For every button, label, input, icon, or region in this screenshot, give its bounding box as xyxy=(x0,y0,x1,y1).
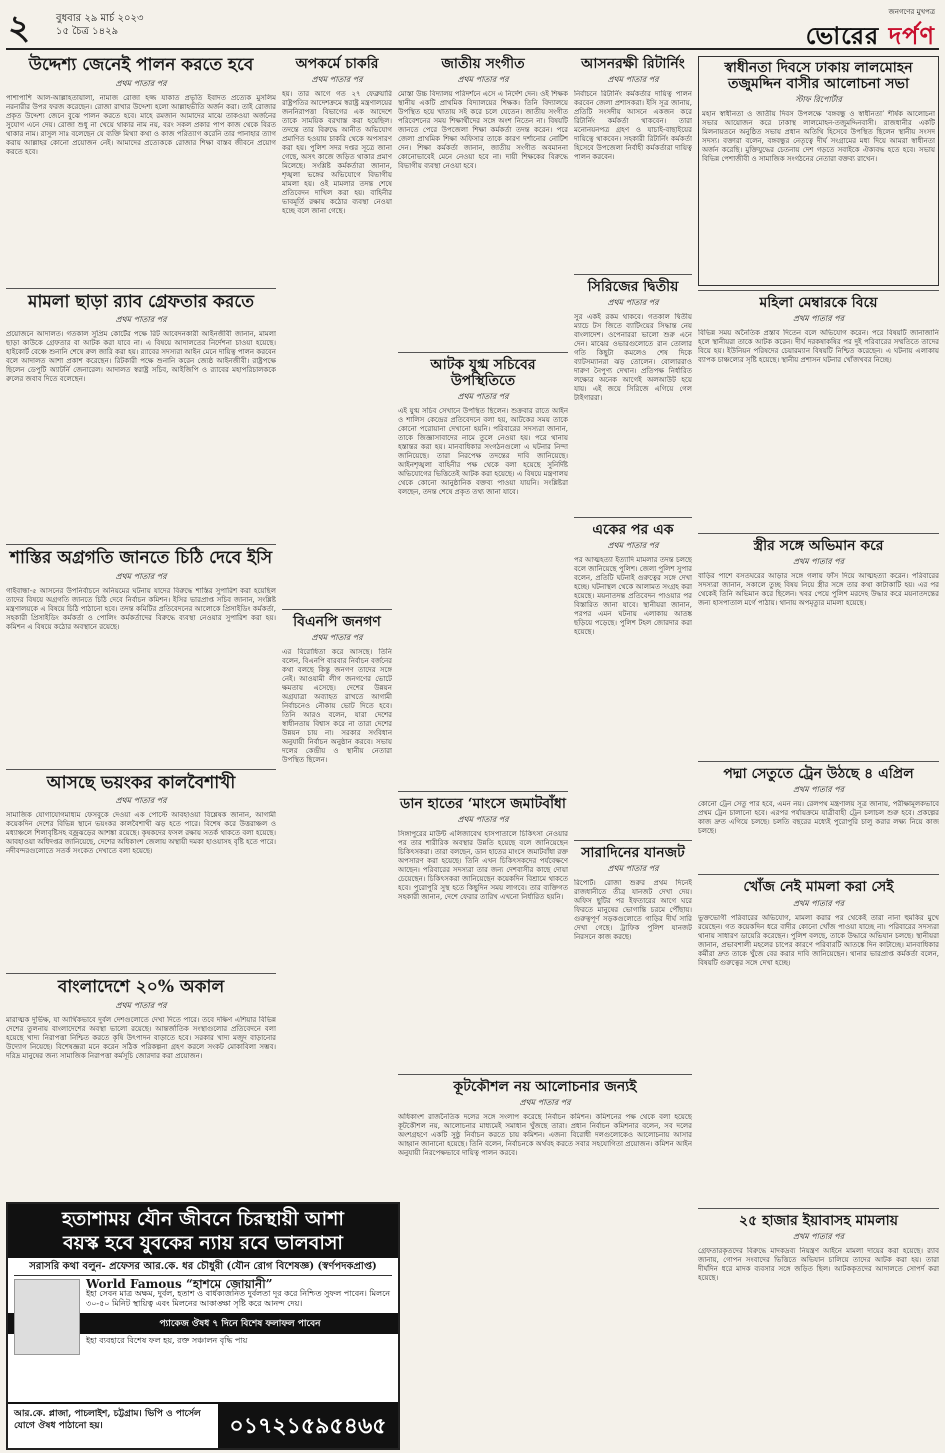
article-continuation: প্রথম পাতার পর xyxy=(793,314,844,324)
divider xyxy=(398,352,568,353)
divider xyxy=(6,544,276,545)
divider xyxy=(282,609,392,610)
article-headline: ডান হাতের ‘মাংসে জমাটবাঁধা xyxy=(400,796,566,813)
article-storm xyxy=(6,774,276,970)
article-body: পর আত্মহত্যা ইত্যাদি মামলার তদন্ত চলছে বলে জানিয়েছে পুলিশ। জেলা পুলিশ সুপার বলেন, প্রতিটি ঘটনাই গুরুত্বের সঙ্গে দেখা হচ্ছে। ঘটনাস্থল থেকে আলামত সংগ্রহ করা হয়েছে। ময়নাতদন্ত প্রতিবেদন পাওয়ার পর বিস্তারিত জানা যাবে। স্থানীয়রা জানান, পরপর এমন ঘটনায় এলাকায় আতঙ্ক ছড়িয়ে পড়েছে। পুলিশ টহল জোরদার করা হয়েছে। xyxy=(574,556,692,637)
article-continuation: প্রথম পাতার পর xyxy=(115,1000,167,1010)
article-headline: আসছে ভয়ংকর কালবৈশাখী xyxy=(46,772,236,793)
article-headline: কূটকৌশল নয় আলোচনার জন্যই xyxy=(453,1079,637,1095)
divider xyxy=(6,769,276,770)
article-continuation: প্রথম পাতার পর xyxy=(793,898,844,908)
ad-banner: প্যাকেজ ঔষধ ৭ দিনে বিশেষ ফলাফল পাবেন xyxy=(8,1313,398,1334)
article-continuation: প্রথম পাতার পর xyxy=(115,78,167,88)
ad-content xyxy=(8,1258,398,1313)
article-headline: আসনরক্ষী রিটার্নিং xyxy=(581,56,685,72)
article-body: গাইবান্ধা-৫ আসনের উপনির্বাচনে অনিয়মের ঘটনায় যাদের বিরুদ্ধে শাস্তির সুপারিশ করা হয়েছিল তাদের বিষয়ে অগ্রগতি জানতে চিঠি দেবে নির্বাচন কমিশন। ইসির ভারপ্রাপ্ত সচিব জানান, সংশ্লিষ্ট মন্ত্রণালয়কে এ বিষয়ে চিঠি পাঠানো হবে। তদন্ত কমিটির প্রতিবেদনের আলোকে প্রিসাইডিং কর্মকর্তা, সহকারী প্রিসাইডিং কর্মকর্তা ও পোলিং কর্মকর্তাদের বিরুদ্ধে ব্যবস্থা নেওয়ার সুপারিশ করা হয়। কমিশন এ বিষয়ে কঠোর অবস্থানে রয়েছে। xyxy=(6,586,276,631)
article-headline: জাতীয় সংগীত xyxy=(441,56,525,72)
ad-footer xyxy=(8,1402,398,1448)
article-yaba xyxy=(698,1213,939,1317)
article-traffic xyxy=(574,845,692,964)
article-headline: অপকর্মে চাকরি xyxy=(295,56,379,72)
article-job-misconduct xyxy=(282,56,392,605)
article-body: সিঙ্গাপুরের মাউন্ট এলিজাবেথ হাসপাতালে চিকিৎসা নেওয়ার পর তার শারীরিক অবস্থার উন্নতি হয়েছে বলে জানিয়েছেন চিকিৎসকরা। তারা বলছেন, ডান হাতের মাংসে জমাটবাঁধা রক্ত অপসারণ করা হয়েছে। তিনি এখন চিকিৎসকদের পর্যবেক্ষণে আছেন। পরিবারের সদস্যরা তার জন্য দেশবাসীর কাছে দোয়া চেয়েছেন। চিকিৎসকরা জানিয়েছেন কয়েকদিন বিশ্রামে থাকতে হবে। পুরোপুরি সুস্থ হতে কিছুদিন সময় লাগবে। তার ব্যক্তিগত সহকারী জানান, দেশে ফেরার তারিখ এখনো নির্ধারিত হয়নি। xyxy=(398,830,568,902)
article-continuation: প্রথম পাতার পর xyxy=(607,541,659,551)
brand-name xyxy=(806,18,935,58)
masthead xyxy=(6,4,939,50)
article-body: হয়। তার আগে গত ২৭ ফেব্রুয়ারি রাষ্ট্রপতির আদেশক্রমে স্বরাষ্ট্র মন্ত্রণালয়ের জননিরাপত্তা বিভাগের এক আদেশে তাকে সাময়িক বরখাস্ত করা হয়েছিল। তদন্তে তার বিরুদ্ধে আনীত অভিযোগ প্রমাণিত হওয়ায় চাকরি থেকে অপসারণ করা হয়। পুলিশ সদর দপ্তর সূত্রে জানা গেছে, অসৎ কাজে জড়িত থাকার প্রমাণ মিলেছে। সংশ্লিষ্ট কর্মকর্তারা জানান, শৃঙ্খলা ভঙ্গের অভিযোগে বিভাগীয় মামলা হয়। ওই মামলার তদন্ত শেষে প্রতিবেদন দাখিল করা হয়। বাহিনীর ভাবমূর্তি রক্ষায় কঠোর ব্যবস্থা নেওয়া হচ্ছে বলে জানা গেছে। xyxy=(282,90,392,216)
divider xyxy=(698,761,939,762)
article-series xyxy=(574,279,692,513)
article-continuation: প্রথম পাতার পর xyxy=(457,392,509,402)
ad-note: ইহা ব্যবহারে বিশেষ ফল হয়, রক্ত সঞ্চালন বৃদ্ধি পায় xyxy=(86,1336,248,1345)
article-headline: ২৫ হাজার ইয়াবাসহ মামলায় xyxy=(739,1212,898,1229)
article-suicide xyxy=(698,538,939,757)
divider xyxy=(574,840,692,841)
article-body: মহান স্বাধীনতা ও জাতীয় দিবস উপলক্ষে ‘বঙ্গবন্ধু ও স্বাধীনতা’ শীর্ষক আলোচনা সভার আয়োজন করে ঢাকাস্থ লালমোহন-তজুমদ্দিনবাসী। রাজধানীর একটি মিলনায়তনে অনুষ্ঠিত সভায় প্রধান অতিথি হিসেবে উপস্থিত ছিলেন স্থানীয় সংসদ সদস্য। বক্তারা বলেন, বঙ্গবন্ধুর নেতৃত্বে দীর্ঘ সংগ্রামের মধ্য দিয়ে আমরা স্বাধীনতা অর্জন করেছি। মুক্তিযুদ্ধের চেতনায় দেশ গড়তে সবাইকে ঐক্যবদ্ধ হতে হবে। সভায় বিভিন্ন পেশাজীবী ও সামাজিক সংগঠনের নেতারা বক্তব্য রাখেন। xyxy=(702,110,935,164)
article-famine xyxy=(6,978,276,1166)
article-headline: মহিলা মেম্বারকে বিয়ে xyxy=(759,295,878,312)
article-headline: একের পর এক xyxy=(592,522,674,539)
article-body: গ্রেফতারকৃতদের বিরুদ্ধে মাদকদ্রব্য নিয়ন্ত্রণ আইনে মামলা দায়ের করা হয়েছে। র‍্যাব জানায়, গোপন সংবাদের ভিত্তিতে অভিযান চালিয়ে তাদের আটক করা হয়। তারা দীর্ঘদিন ধরে মাদক ব্যবসার সঙ্গে জড়িত ছিল। আটককৃতদের আদালতে সোপর্দ করা হয়েছে। xyxy=(698,1246,939,1282)
article-continuation: প্রথম পাতার পর xyxy=(793,557,844,567)
brand-name-part1: ভোরের xyxy=(805,21,889,50)
divider xyxy=(398,791,568,792)
article-ec-letter xyxy=(6,549,276,765)
article-headline: বাংলাদেশে ২০% অকাল xyxy=(57,977,225,998)
article-headline: মামলা ছাড়া র‍্যাব গ্রেফতার করতে xyxy=(28,291,254,312)
divider xyxy=(698,290,939,291)
article-headline: আটক যুগ্ম সচিবের উপস্থিতিতে xyxy=(430,357,536,390)
article-body: সুর একই রকম থাকবে। গতকাল দ্বিতীয় ম্যাচে টস জিতে ব্যাটিংয়ের সিদ্ধান্ত নেয় বাংলাদেশ। ওপেনাররা ভালো শুরু এনে দেন। মাঝের ওভারগুলোতে রান তোলার গতি কিছুটা কমলেও শেষ দিকে ব্যাটসম্যানরা ঝড় তোলেন। বোলাররাও দারুণ নৈপুণ্য দেখান। প্রতিপক্ষ নির্ধারিত লক্ষ্যের অনেক আগেই অলআউট হয়ে যায়। এই জয়ে সিরিজে এগিয়ে গেল টাইগাররা। xyxy=(574,313,692,403)
article-continuation: প্রথম পাতার পর xyxy=(519,1098,571,1108)
article-rab-arrest xyxy=(6,293,276,541)
article-continuation: প্রথম পাতার পর xyxy=(311,633,363,643)
article-byline: স্টাফ রিপোর্টার xyxy=(795,95,842,105)
article-body: পাশাপাশি আল-আল্লাহতায়ালা, নামাজ রোজা হজ্জ যাকাত প্রভৃতি ইবাদত প্রত্যেক মুসলিম নরনারীর উপর ফরজ করেছেন। রোজা রাখার উদ্দেশ্য হলো আল্লাহভীতি অর্জন করা। তাই রোজার প্রকৃত উদ্দেশ্য জেনে বুঝে পালন করতে হবে। মাহে রমজান আমাদের মাঝে তাকওয়া অর্জনের সুযোগ এনে দেয়। রোজা শুধু না খেয়ে থাকার নাম নয়, বরং সকল প্রকার পাপ কাজ থেকে বিরত থাকার নাম। রাসুল সাঃ বলেছেন যে ব্যক্তি মিথ্যা কথা ও কাজ পরিত্যাগ করেনি তার পানাহার ত্যাগ করায় আল্লাহর কোনো প্রয়োজন নেই। আমাদের প্রত্যেককে রোজার শিক্ষা বাস্তব জীবনে প্রয়োগ করতে হবে। xyxy=(6,93,276,156)
divider xyxy=(6,973,276,974)
article-anthem xyxy=(398,56,568,348)
article-continuation: প্রথম পাতার পর xyxy=(793,1231,844,1241)
column-3 xyxy=(398,56,568,1130)
article-continuation: প্রথম পাতার পর xyxy=(115,796,167,806)
article-body: রিপোর্ট। রোজা শুরুর প্রথম দিনেই রাজধানীতে তীব্র যানজট দেখা দেয়। অফিস ছুটির পর ইফতারের আগে ঘরে ফিরতে মানুষের ভোগান্তি চরমে পৌঁছায়। গুরুত্বপূর্ণ সড়কগুলোতে গাড়ির দীর্ঘ সারি দেখা গেছে। ট্রাফিক পুলিশ যানজট নিরসনে কাজ করছে। xyxy=(574,879,692,942)
article-bnp xyxy=(282,614,392,1213)
column-2 xyxy=(282,56,392,1213)
ad-headline-line2: বয়স্ক হবে যুবকের ন্যায় রবে ভালবাসা xyxy=(63,1232,343,1254)
divider xyxy=(6,288,276,289)
article-body: অধিকাংশ রাজনৈতিক দলের সঙ্গে সংলাপ করেছে নির্বাচন কমিশন। কমিশনের পক্ষ থেকে বলা হয়েছে কূটকৌশল নয়, আলোচনার মাধ্যমেই সমাধান খুঁজছে তারা। প্রধান নির্বাচন কমিশনার বলেন, সব দলের অংশগ্রহণে একটি সুষ্ঠু নির্বাচন করতে চায় কমিশন। এজন্য বিরোধী দলগুলোকেও আলোচনায় আসার আহ্বান জানানো হয়েছে। তিনি বলেন, নির্বাচনকে অর্থবহ করতে সবার সহযোগিতা প্রয়োজন। কমিশন আইন অনুযায়ী নিরপেক্ষভাবে দায়িত্ব পালন করবে। xyxy=(398,1113,692,1158)
article-continuation: প্রথম পাতার পর xyxy=(793,785,844,795)
divider xyxy=(398,1074,692,1075)
article-marriage xyxy=(698,295,939,529)
ad-phone: ০১৭২১৫৯৫৪৬৫ xyxy=(218,1404,398,1448)
article-continuation: প্রথম পাতার পর xyxy=(457,815,509,825)
ad-product-name: World Famous “হাশমে জোয়ানী” xyxy=(86,1277,273,1291)
article-headline: উদ্দেশ্য জেনেই পালন করতে হবে xyxy=(28,55,254,75)
article-one-after-another xyxy=(574,522,692,836)
article-body: বিভিন্ন সময় অনৈতিক প্রস্তাব দিতেন বলে অভিযোগ করেন। পরে বিষয়টি জানাজানি হলে স্থানীয়রা তাকে আটক করেন। দীর্ঘ দরকষাকষির পর দুই পরিবারের সম্মতিতে তাদের বিয়ে হয়। ইউনিয়ন পরিষদের চেয়ারম্যান বিষয়টি নিশ্চিত করেছেন। এ ঘটনায় এলাকায় ব্যাপক চাঞ্চল্যের সৃষ্টি হয়েছে। স্থানীয় প্রশাসন ঘটনার খোঁজখবর নিচ্ছে। xyxy=(698,329,939,365)
page-number: ২ xyxy=(8,8,31,48)
column-4 xyxy=(574,56,692,964)
brand-logo xyxy=(806,6,935,58)
article-independence-day xyxy=(698,56,939,286)
article-returning xyxy=(574,56,692,270)
brand-name-part2: দর্পণ xyxy=(888,21,935,50)
brand-tagline: জনগণের মুখপত্র xyxy=(888,8,935,16)
divider xyxy=(698,533,939,534)
article-fasting xyxy=(6,56,276,284)
article-body: নির্বাচনে রিটার্নিং কর্মকর্তার দায়িত্ব পালন করবেন জেলা প্রশাসকরা। ইসি সূত্র জানায়, প্রতিটি সংসদীয় আসনে একজন করে রিটার্নিং কর্মকর্তা থাকবেন। তারা মনোনয়নপত্র গ্রহণ ও যাচাই-বাছাইয়ের দায়িত্বে থাকবেন। সহকারী রিটার্নিং কর্মকর্তা হিসেবে উপজেলা নির্বাহী কর্মকর্তারা দায়িত্ব পালন করবেন। xyxy=(574,90,692,162)
advertisement xyxy=(6,1202,400,1450)
article-body: প্রয়োজনে আদালত। গতকাল সুপ্রিম কোর্টের পক্ষে রিট আবেদনকারী আইনজীবী জানান, মামলা ছাড়া কাউকে গ্রেফতার বা আটক করা যাবে না। এ বিষয়ে আদালতের নির্দেশনা চাওয়া হয়েছে। হাইকোর্ট বেঞ্চে শুনানি শেষে রুল জারি করা হয়। র‍্যাবের সদস্যরা আইন মেনে দায়িত্ব পালন করবেন বলে আদালত আশা প্রকাশ করেছেন। রিটকারী পক্ষে শুনানি করেন জ্যেষ্ঠ আইনজীবী। রাষ্ট্রপক্ষে ছিলেন ডেপুটি অ্যাটর্নি জেনারেল। আদালত স্বরাষ্ট্র সচিব, আইজিপি ও র‍্যাবের মহাপরিচালককে রুলের জবাব দিতে বলেছেন। xyxy=(6,330,276,384)
article-headline: খোঁজ নেই মামলা করা সেই xyxy=(743,879,894,896)
article-body: এর বিরোধিতা করে আসছে। তিনি বলেন, বিএনপি বারবার নির্বাচন বর্জনের কথা বলছে কিন্তু জনগণ তাদের সঙ্গে নেই। আওয়ামী লীগ জনগণের ভোটে ক্ষমতায় এসেছে। দেশের উন্নয়ন অগ্রযাত্রা অব্যাহত রাখতে আগামী নির্বাচনেও নৌকায় ভোট দিতে হবে। তিনি আরও বলেন, যারা দেশের স্বাধীনতায় বিশ্বাস করে না তারা দেশের উন্নয়ন চায় না। সরকার সংবিধান অনুযায়ী নির্বাচন অনুষ্ঠান করবে। সভায় দলের কেন্দ্রীয় ও স্থানীয় নেতারা উপস্থিত ছিলেন। xyxy=(282,648,392,765)
date-bengali: ১৫ চৈত্র ১৪২৯ xyxy=(56,26,119,37)
ad-headline-line1: হতাশাময় যৌন জীবনে চিরস্থায়ী আশা xyxy=(62,1208,344,1230)
column-1 xyxy=(6,56,276,1166)
date-block xyxy=(56,12,144,38)
ad-body: ইহা সেবন মাত্র অক্ষম, দুর্বল, হতাশ ও বার্ধক্যজনিত দুর্বলতা দূর করে নিশ্চিত সুফল পাবেন। মিলনে ৩০-৫০ মিনিট স্থায়িত্ব এবং মিলনের আকাঙ্ক্ষা সৃষ্টি করে আনন্দ দেয়। xyxy=(86,1289,391,1308)
article-strategy xyxy=(398,1070,692,1453)
article-headline: বিএনপি জনগণ xyxy=(293,614,381,631)
article-continuation: প্রথম পাতার পর xyxy=(115,571,167,581)
article-body: মোস্তা উচ্চ বিদ্যালয় পরিদর্শনে এসে এ নির্দেশ দেন। ওই শিক্ষক স্থানীয় একটি প্রাথমিক বিদ্যালয়ের শিক্ষক। তিনি বিদ্যালয়ে উপস্থিত হয়ে খাতায় সই করে চলে যেতেন। জাতীয় সংগীত পরিবেশনের সময় শিক্ষার্থীদের সঙ্গে অংশ নিতেন না। বিষয়টি জানতে পেরে উপজেলা শিক্ষা কর্মকর্তা তদন্ত করেন। পরে জেলা প্রাথমিক শিক্ষা অফিসার তাকে কারণ দর্শানোর নোটিশ দেন। শিক্ষা কর্মকর্তা জানান, জাতীয় সংগীত অবমাননা কোনোভাবেই মেনে নেওয়া হবে না। দায়ী শিক্ষকের বিরুদ্ধে বিভাগীয় ব্যবস্থা নেওয়া হবে। xyxy=(398,90,568,171)
article-continuation: প্রথম পাতার পর xyxy=(607,298,659,308)
article-body: সামাজিক যোগাযোগমাধ্যম ফেসবুকে দেওয়া এক পোস্টে আবহাওয়া বিশ্লেষক জানান, আগামী কয়েকদিন দেশের বিভিন্ন স্থানে ভয়ংকর কালবৈশাখী ঝড় হতে পারে। বিশেষ করে উত্তরাঞ্চল ও মধ্যাঞ্চলে শিলাবৃষ্টিসহ বজ্রঝড়ের আশঙ্কা রয়েছে। কৃষকদের ফসল রক্ষায় সতর্ক থাকতে বলা হয়েছে। আবহাওয়া অধিদপ্তর জানিয়েছে, দেশের অধিকাংশ জেলায় অস্থায়ী দমকা হাওয়াসহ বৃষ্টি হতে পারে। নদীবন্দরগুলোতে সতর্ক সংকেত দেখাতে বলা হয়েছে। xyxy=(6,811,276,856)
article-headline: স্ত্রীর সঙ্গে অভিমান করে xyxy=(753,538,884,555)
article-headline: পদ্মা সেতুতে ট্রেন উঠছে ৪ এপ্রিল xyxy=(723,766,914,783)
article-body: এই যুগ্ম সচিব সেখানে উপস্থিত ছিলেন। শুক্রবার রাতে আইন ও শালিস কেন্দ্রের প্রতিবেদনে বলা হয়, আটকের সময় তাকে কোনো পরোয়ানা দেখানো হয়নি। পরিবারের সদস্যরা জানান, তাকে জিজ্ঞাসাবাদের নামে তুলে নেওয়া হয়। পরে থানায় হস্তান্তর করা হয়। মানবাধিকার সংগঠনগুলো এ ঘটনার নিন্দা জানিয়েছে। তারা নিরপেক্ষ তদন্তের দাবি জানিয়েছে। আইনশৃঙ্খলা বাহিনীর পক্ষ থেকে বলা হয়েছে সুনির্দিষ্ট অভিযোগের ভিত্তিতেই আটক করা হয়েছে। এ বিষয়ে মন্ত্রণালয় থেকে কোনো আনুষ্ঠানিক বক্তব্য পাওয়া যায়নি। সংশ্লিষ্টরা বলছেন, তদন্ত শেষে প্রকৃত তথ্য জানা যাবে। xyxy=(398,407,568,497)
article-headline: স্বাধীনতা দিবসে ঢাকায় লালমোহন তজুমদ্দিন বাসীর আলোচনা সভা xyxy=(724,60,913,93)
column-5 xyxy=(698,56,939,1317)
article-headline: সারাদিনের যানজট xyxy=(581,845,685,862)
article-headline: শাস্তির অগ্রগতি জানতে চিঠি দেবে ইসি xyxy=(9,548,273,569)
article-continuation: প্রথম পাতার পর xyxy=(457,75,509,85)
date-gregorian: বুধবার ২৯ মার্চ ২০২৩ xyxy=(56,13,144,24)
article-missing xyxy=(698,879,939,1203)
ad-subline: সরাসরি কথা বলুন- প্রফেসর আর.কে. ধর চৌধুরী (যৌন রোগ বিশেষজ্ঞ) (স্বর্ণপদকপ্রাপ্ত) xyxy=(14,1262,392,1276)
article-padma-train xyxy=(698,766,939,870)
article-joint-secretary xyxy=(398,357,568,787)
ad-portrait-image xyxy=(14,1279,80,1355)
divider xyxy=(574,517,692,518)
article-continuation: প্রথম পাতার পর xyxy=(607,864,659,874)
article-continuation: প্রথম পাতার পর xyxy=(607,75,659,85)
article-body: কোনো ট্রেন সেতু পার হবে, এমন নয়। রেলপথ মন্ত্রণালয় সূত্র জানায়, পরীক্ষামূলকভাবে প্রথম ট্রেন চালানো হবে। এরপর পর্যায়ক্রমে যাত্রীবাহী ট্রেন চলাচল শুরু হবে। প্রকল্পের কাজ দ্রুত এগিয়ে চলছে। চলতি বছরের মধ্যেই পুরোপুরি চালু করার লক্ষ্য নিয়ে কাজ চলছে। xyxy=(698,800,939,836)
divider xyxy=(698,874,939,875)
article-continuation: প্রথম পাতার পর xyxy=(115,315,167,325)
ad-headline xyxy=(8,1204,398,1258)
article-body: মারাত্মক দুর্ভিক্ষ, যা আর্থিকভাবে দুর্বল দেশগুলোতে দেখা দিতে পারে। তবে দক্ষিণ এশিয়ার বিভিন্ন দেশের তুলনায় বাংলাদেশের অবস্থা ভালো রয়েছে। আন্তর্জাতিক সংস্থাগুলোর প্রতিবেদনে বলা হয়েছে খাদ্য নিরাপত্তা নিশ্চিত করতে কৃষি উৎপাদন বাড়াতে হবে। সরকার খাদ্য মজুদ বাড়ানোর উদ্যোগ নিয়েছে। বিশেষজ্ঞরা মনে করেন সঠিক পরিকল্পনা গ্রহণ করলে সংকট মোকাবিলা সম্ভব। দরিদ্র মানুষের জন্য সামাজিক নিরাপত্তা কর্মসূচি জোরদার করা প্রয়োজন। xyxy=(6,1015,276,1060)
article-continuation: প্রথম পাতার পর xyxy=(311,75,363,85)
ad-address: আর.কে. প্লাজা, পাচলাইশ, চট্টগ্রাম। ভিপি ও পার্সেল যোগে ঔষধ পাঠানো হয়। xyxy=(14,1409,201,1431)
article-body: ভুক্তভোগী পরিবারের অভিযোগ, মামলা করার পর থেকেই তারা নানা হুমকির মুখে রয়েছেন। গত কয়েকদিন ধরে বাদীর কোনো খোঁজ পাওয়া যাচ্ছে না। পরিবারের সদস্যরা থানায় সাধারণ ডায়েরি করেছেন। পুলিশ বলছে, তাকে উদ্ধারে অভিযান চলছে। স্থানীয়রা জানান, প্রভাবশালী মহলের চাপের কারণে পরিবারটি আতঙ্কে দিন কাটাচ্ছে। মানবাধিকার কর্মীরা দ্রুত তাকে খুঁজে বের করার দাবি জানিয়েছেন। থানার ভারপ্রাপ্ত কর্মকর্তা বলেন, বিষয়টি গুরুত্বের সঙ্গে দেখা হচ্ছে। xyxy=(698,913,939,967)
divider xyxy=(574,274,692,275)
divider xyxy=(698,1208,939,1209)
article-body: বাড়ির পাশে বসতঘরের আড়ার সঙ্গে গলায় ফাঁস দিয়ে আত্মহত্যা করেন। পরিবারের সদস্যরা জানান, সকালে তুচ্ছ বিষয় নিয়ে স্ত্রীর সঙ্গে তার কথা কাটাকাটি হয়। এর পর থেকেই তিনি অভিমান করে ছিলেন। খবর পেয়ে পুলিশ মরদেহ উদ্ধার করে ময়নাতদন্তের জন্য হাসপাতাল মর্গে পাঠায়। থানায় অপমৃত্যুর মামলা হয়েছে। xyxy=(698,572,939,608)
article-headline: সিরিজের দ্বিতীয় xyxy=(587,279,679,296)
